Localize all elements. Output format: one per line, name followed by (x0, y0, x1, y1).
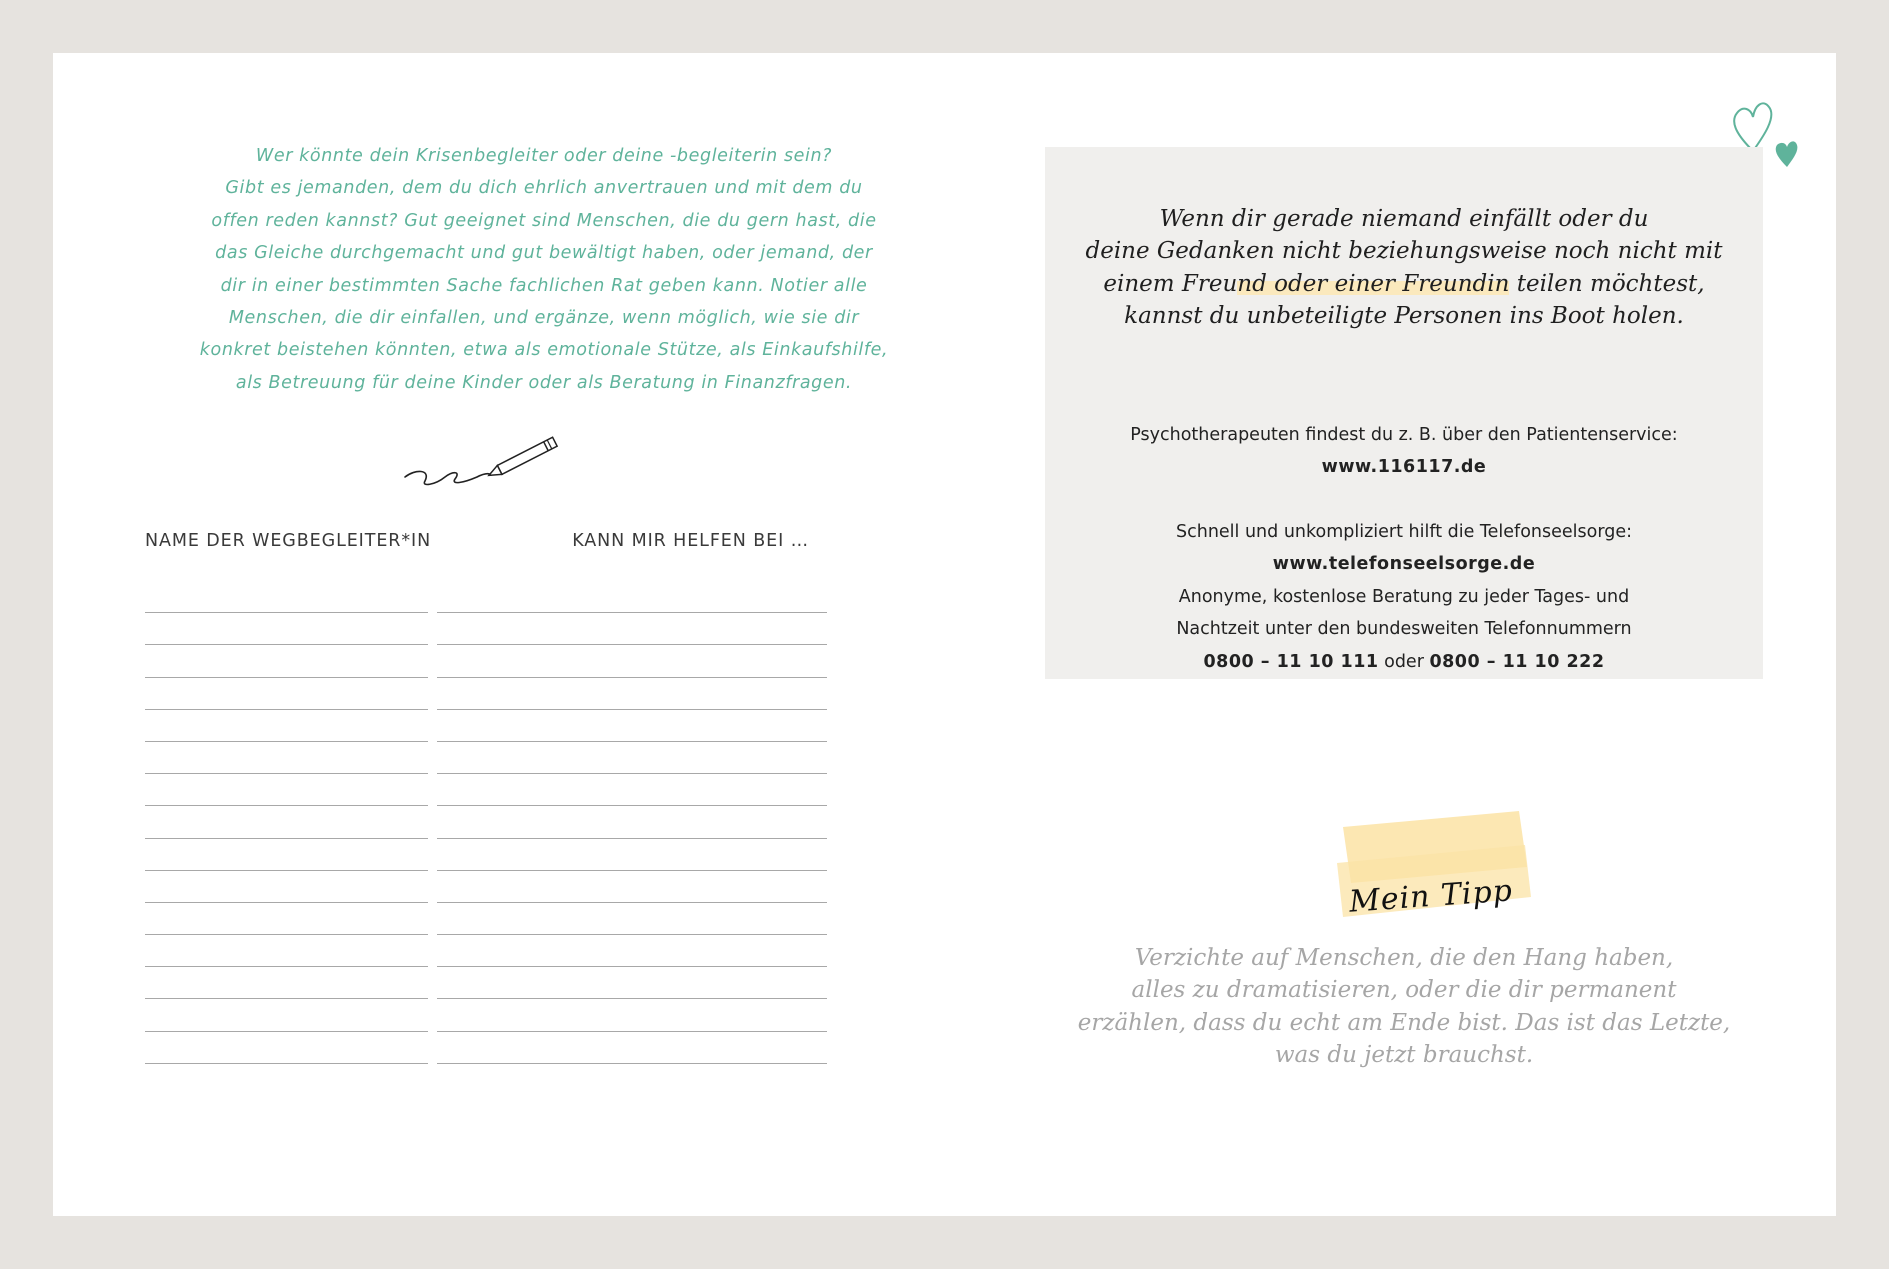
writing-line-row[interactable] (145, 1032, 827, 1064)
intro-line: dir in einer bestimmten Sache fachlichen Rat geben kann. Notier alle (220, 275, 868, 296)
phone-numbers (1045, 646, 1763, 678)
writing-lines (145, 581, 827, 1064)
writing-line-row[interactable] (145, 710, 827, 742)
psychotherapy-info (1045, 419, 1763, 484)
name-writing-line[interactable] (145, 1063, 428, 1064)
tip-line: Verzichte auf Menschen, die den Hang haben, (1134, 945, 1674, 971)
psychotherapy-url[interactable]: www.116117.de (1321, 457, 1487, 478)
writing-line-row[interactable] (145, 871, 827, 903)
intro-line: Gibt es jemanden, dem du dich ehrlich anvertrauen und mit dem du (225, 178, 863, 199)
writing-line-row[interactable] (145, 806, 827, 838)
phone-number-1[interactable]: 0800 – 11 10 111 (1203, 651, 1379, 672)
writing-line-row[interactable] (145, 613, 827, 645)
writing-line-row[interactable] (145, 935, 827, 967)
book-spread (53, 53, 1836, 1216)
psychotherapy-link[interactable] (1045, 451, 1763, 483)
intro-line: das Gleiche durchgemacht und gut bewältigt haben, oder jemand, der (215, 243, 873, 264)
box-quote-line: deine Gedanken nicht beziehungsweise noch nicht mit (1085, 238, 1723, 265)
intro-line: konkret beistehen könnten, etwa als emotionale Stütze, als Einkaufshilfe, (199, 340, 889, 361)
telefonseelsorge-line: Anonyme, kostenlose Beratung zu jeder Tages- und (1178, 586, 1630, 607)
psychotherapy-text: Psychotherapeuten findest du z. B. über den Patientenservice: (1130, 425, 1678, 445)
writing-line-row[interactable] (145, 678, 827, 710)
writing-line-row[interactable] (145, 581, 827, 613)
writing-line-row[interactable] (145, 645, 827, 677)
box-quote-line (1045, 268, 1763, 300)
column-name-label: NAME DER WEGBEGLEITER*IN (145, 531, 432, 551)
intro-line: als Betreuung für deine Kinder oder als Beratung in Finanzfragen. (235, 372, 853, 393)
phone-number-2[interactable]: 0800 – 11 10 222 (1429, 651, 1605, 672)
tip-line: erzählen, dass du echt am Ende bist. Das ist das Letzte, (1077, 1009, 1731, 1036)
box-quote-text: teilen möchtest, (1509, 270, 1705, 297)
intro-line: offen reden kannst? Gut geeignet sind Menschen, die du gern hast, die (211, 210, 877, 231)
box-quote (1045, 203, 1763, 332)
help-writing-line[interactable] (437, 1063, 827, 1064)
box-quote-line: Wenn dir gerade niemand einfällt oder du (1159, 206, 1649, 232)
tip-label: Mein Tipp (1348, 873, 1514, 920)
telefonseelsorge-line: Nachtzeit unter den bundesweiten Telefonnummern (1176, 619, 1632, 640)
telefonseelsorge-info (1045, 516, 1763, 678)
tip-line: alles zu dramatisieren, oder die dir permanent (1131, 977, 1677, 1004)
telefonseelsorge-text: Schnell und unkompliziert hilft die Telefonseelsorge: (1176, 522, 1632, 542)
pen-writing-icon (401, 425, 571, 493)
writing-line-row[interactable] (145, 999, 827, 1031)
intro-line: Wer könnte dein Krisenbegleiter oder deine -begleiterin sein? (255, 146, 833, 166)
phone-conjunction: oder (1378, 651, 1430, 672)
intro-line: Menschen, die dir einfallen, und ergänze, wenn möglich, wie sie dir (228, 308, 860, 329)
telefonseelsorge-url[interactable]: www.telefonseelsorge.de (1272, 554, 1536, 575)
column-help-label: KANN MIR HELFEN BEI … (572, 531, 809, 551)
tip-line: was du jetzt brauchst. (1274, 1042, 1534, 1069)
writing-line-row[interactable] (145, 742, 827, 774)
intro-paragraph (193, 140, 895, 399)
highlighted-text: nd oder einer Freundin (1237, 270, 1510, 297)
tip-quote (1045, 942, 1763, 1072)
telefonseelsorge-link[interactable] (1045, 548, 1763, 580)
writing-line-row[interactable] (145, 903, 827, 935)
box-quote-text: einem Freu (1103, 270, 1238, 297)
writing-line-row[interactable] (145, 967, 827, 999)
box-quote-line: kannst du unbeteiligte Personen ins Boot holen. (1124, 302, 1684, 329)
writing-line-row[interactable] (145, 774, 827, 806)
writing-line-row[interactable] (145, 839, 827, 871)
info-box (1045, 147, 1763, 679)
